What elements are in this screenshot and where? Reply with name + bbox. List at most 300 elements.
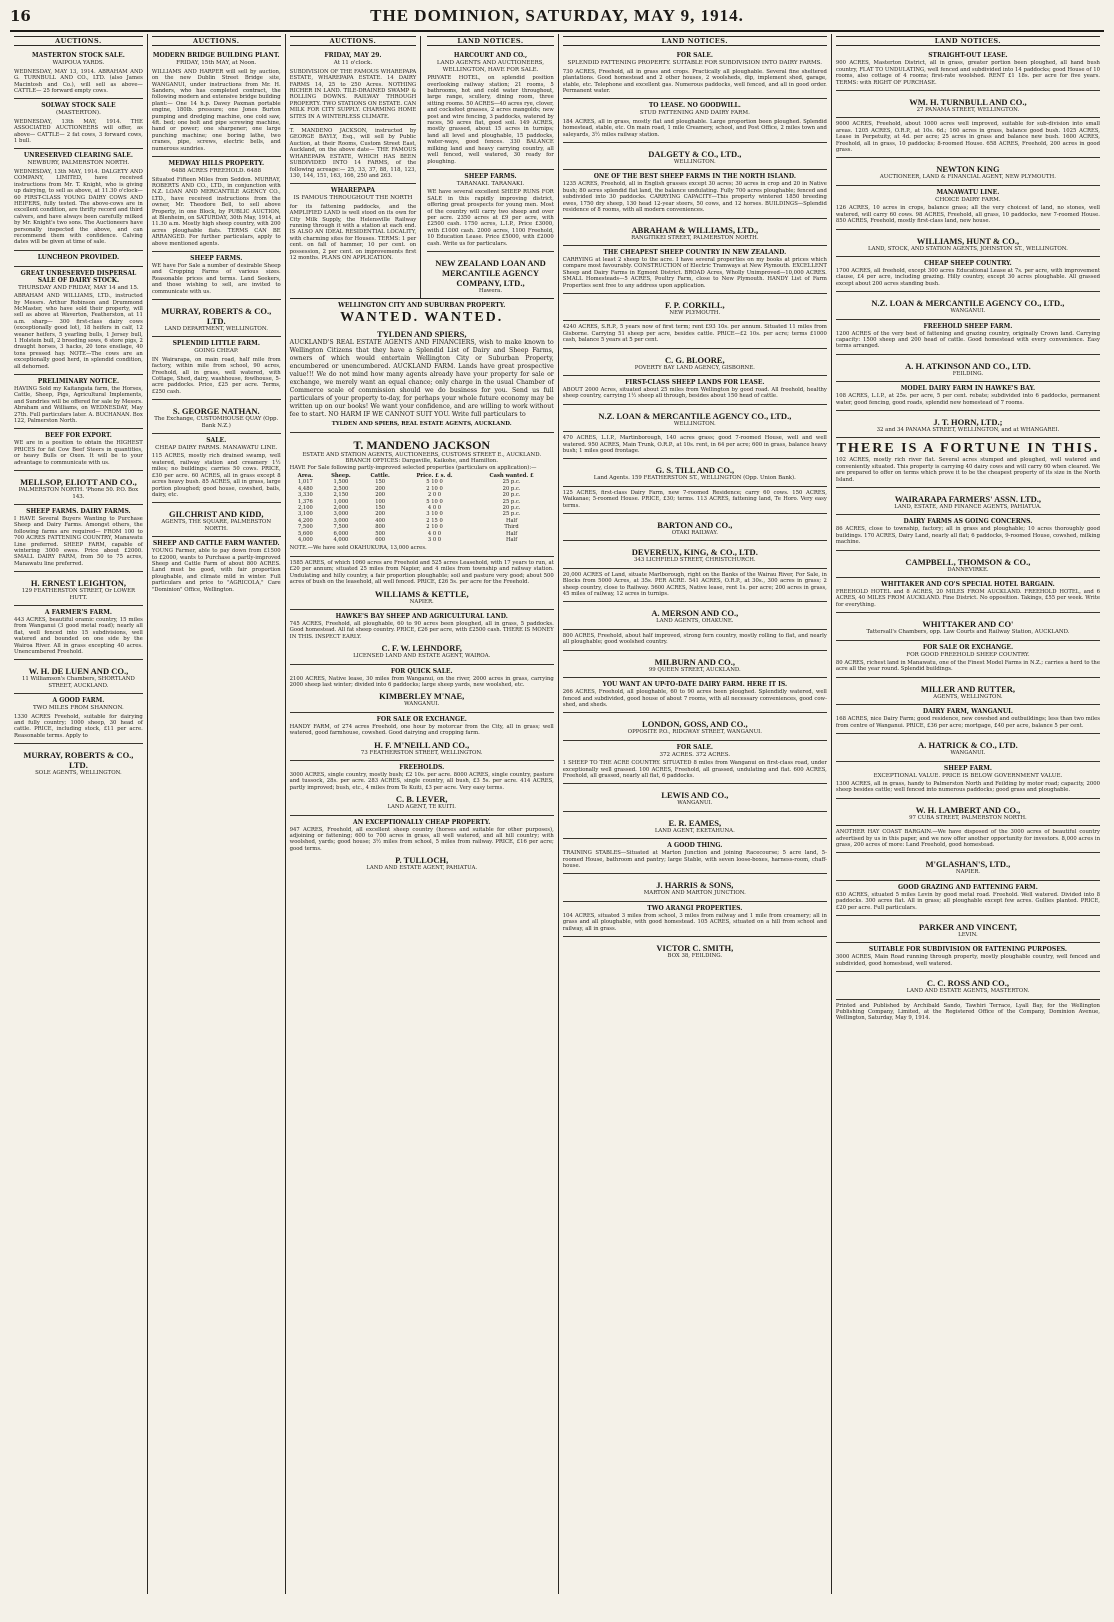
ad-text: 184 ACRES, all in grass, mostly flat and ploughable. Large proportion been ploughed. Splendid homestead, stable, etc. On main road, 1 mile Creamery, school, and Post Office, 2 miles town and saleyards, 3½ miles railway station. <box>562 118 827 138</box>
agent-name: WILLIAMS & KETTLE, <box>374 588 469 599</box>
classified-ad <box>836 438 1100 488</box>
classified-ad <box>14 660 143 694</box>
table-cell: 2,500 <box>333 485 349 492</box>
ad-heading: YOU WANT AN UP-TO-DATE DAIRY FARM. HERE IT IS. <box>602 681 788 689</box>
agent-name: WM. H. TURNBULL AND CO., <box>909 97 1027 108</box>
agent-name: MILBURN AND CO., <box>654 656 735 667</box>
column-wide-middle <box>286 34 559 1594</box>
ad-text: WEDNESDAY, 13th MAY, 1914. THE ASSOCIATED AUCTIONEERS will offer, as above— CATTLE— 2 fat cows, 3 forward cows, 1 bull. <box>14 118 143 145</box>
agent-address: FEILDING. <box>952 370 984 377</box>
table-cell: 200 <box>375 492 386 499</box>
ad-heading: ONE OF THE BEST SHEEP FARMS IN THE NORTH ISLAND. <box>593 173 796 181</box>
ad-subheading: 6488 ACRES FREEHOLD. 6488 <box>171 168 262 175</box>
classified-ad <box>290 125 417 184</box>
classified-ad <box>836 799 1100 826</box>
ad-heading: HARCOURT AND CO., <box>453 52 528 60</box>
ad-text: ABRAHAM AND WILLIAMS, LTD., instructed by Messrs. Arthur Robinson and Drummond McMaster, who have sold their property, will sell as above at Waverton, Featherston, at 11 a.m. sharp— 300 first-class dairy cows (exceptionally good lot), 18 heifers in calf, 12 weaner heifers, 5 yearling bulls, 1 Jersey bull, 1 Holstein bull, 2 breeding sows, 6 store pigs, 2 draught horses, 3 hacks, 20 tons ensilage, 40 tons pressed hay. NOTE—The cows are an exceptionally good herd, in splendid condition, all dehorned. <box>14 293 143 370</box>
ad-text: 3000 ACRES, single country, mostly bush; £2 10s. per acre. 8000 ACRES, single country, pasture and tussock, 28s. per acre. 283 ACRES, single country, all bush, £3 5s. per acre. 414 ACRES, partly improved; bush, etc., 4 miles from Te Kuiti, £3 per acre. Very easy terms. <box>289 771 554 791</box>
agent-address: 129 FEATHERSTON STREET, Or LOWER HUTT. <box>21 588 136 601</box>
ad-heading: TO LEASE. NO GOODWILL. <box>648 102 741 110</box>
table-cell: 3 10 0 <box>426 511 443 518</box>
agent-name: H. ERNEST LEIGHTON, <box>30 578 126 589</box>
classified-ad <box>836 853 1100 880</box>
ad-subheading: TWO MILES FROM SHANNON. <box>33 705 124 712</box>
ad-text: 1585 ACRES, of which 1060 acres are Freehold and 525 acres Leasehold, with 17 years to run, at £20 per annum; situated 25 miles from Napier, and 4 miles from township and railway station. Undulating and hilly country, a fair proportion ploughable; soil and pasture very good; about 500 acres of bush on the leasehold, all well fenced. PRICE, £26 5s. per acre for the Freehold. <box>289 559 554 586</box>
property-price-table <box>290 473 554 543</box>
table-cell: 600 <box>375 537 386 544</box>
ad-text: 730 ACRES, Freehold, all in grass and crops. Practically all ploughable. Several fine sheltered plantations. Good homestead and 2 other houses, 2 woolsheds, dip, implement shed, garage, stable, etc. Telephone and excellent gas. Numerous paddocks, well fenced, and all in good order. Permanent water. <box>562 68 827 95</box>
agent-address: PALMERSTON NORTH. 'Phone 50. P.O. Box 143. <box>18 487 139 500</box>
ad-text: 80 ACRES, richest land in Manawatu, one of the Finest Model Farms in N.Z.; carries a herd to the acre all the year round. Splendid buildings. <box>835 660 1100 673</box>
ad-text: I HAVE Several Buyers Wanting to Purchase Sheep and Dairy Farms. Amongst others, the following farms are required— FROM 100 to 700 ACRES FATTENING COUNTRY, Manawatu Line preferred. SHEEP FARM, capable of wintering 3000 ewes. Price about £2000. SMALL DAIRY FARM, from 50 to 75 acres, Manawatu line preferred. <box>14 515 143 567</box>
tylden-spiers-ad <box>290 299 554 432</box>
ad-heading: SALE. <box>206 437 227 445</box>
agent-name: E. R. EAMES, <box>668 817 722 828</box>
classified-ad <box>152 157 281 252</box>
mcnae-ad <box>290 665 554 713</box>
ad-subheading: 372 ACRES. 372 ACRES. <box>659 751 731 758</box>
ad-text: 20,000 ACRES of Land, situate Marlborough, right on the Banks of the Wairau River, For Sale, in Blocks from 5000 Acres, at 35s. PER ACRE. 541 ACRES, O.R.P., at 30s., 300 acres in grass; 2 sheep country, close to Railway. 5600 ACRES, Native lease, rent 1s. per acre; 200 acres in grass, 45 miles of railway, 12 acres in turnips. <box>562 571 827 598</box>
classified-ad <box>836 1000 1100 1026</box>
classified-ad <box>836 488 1100 515</box>
classified-ad <box>14 49 143 99</box>
ad-heading: MASTERTON STOCK SALE. <box>32 52 125 60</box>
ad-text: 1 SHEEP TO THE ACRE COUNTRY. SITUATED 8 miles from Wanganui on first-class road, under exceptionally well grassed. 100 ACRES, Freehold, all grassed, undulating and flat. 600 ACRES, Freehold, all grassed, nearly all flat, 6 paddocks. <box>562 760 827 779</box>
ad-heading: GREAT UNRESERVED DISPERSAL SALE OF DAIRY STOCK. <box>20 269 137 284</box>
ad-text: 3000 ACRES, Main Road running through property, mostly ploughable country, well fenced and subdivided, good homestead, well watered. <box>835 954 1100 967</box>
ad-subheading: FOR GOOD FREEHOLD SHEEP COUNTRY. <box>906 651 1030 658</box>
classified-ad <box>563 937 827 963</box>
agent-name: G. S. TILL AND CO., <box>655 465 735 476</box>
classified-ad <box>836 578 1100 613</box>
classified-ad <box>563 741 827 785</box>
table-cell: 2 10 0 <box>426 524 443 531</box>
classified-ad <box>836 355 1100 382</box>
table-cell: 4 0 0 <box>427 530 442 537</box>
classified-ad <box>836 91 1100 118</box>
ad-text: 470 ACRES, L.I.P., Martinborough, 140 acres grass; good 7-roomed House, well and well watered. 950 ACRES, Main Trunk, O.R.P., at 10s. rent, in 64 per acre; 600 in grass, balance heavy bush; 1 miles good frontage. <box>562 435 827 454</box>
table-cell: Half <box>505 537 518 544</box>
table-cell: 25 p.c. <box>502 479 521 486</box>
ad-heading: LUNCHEON PROVIDED. <box>37 253 120 261</box>
agent-address: 27 PANAMA STREET, WELLINGTON. <box>916 107 1020 114</box>
classified-ad <box>152 400 281 434</box>
classified-ad <box>836 230 1100 257</box>
ad-text: 1300 ACRES, all in grass, handy to Palmerston North and Feilding by motor road; capacity, 2000 sheep besides cattle; well fenced into numerous paddocks; good grass and ploughable. <box>835 780 1100 794</box>
classified-ad <box>836 972 1100 999</box>
classified-ad <box>563 541 827 568</box>
ad-text: PRIVATE HOTEL, on splendid position overlooking railway station; 21 rooms, 5 bathrooms, hot and cold water throughout, large range, scullery, dining room, three sitting rooms. 50 ACRES—40 acres rye, clover, and cocksfoot grasses, 2 acres mangolds; new post and wire fencing, 3 paddocks, watered by races, 50 acres flat, good soil. 149 ACRES, mostly grassed, about 15 acres in turnips; land all level and ploughable, 15 paddocks, water-ways, good fences. 330 BALANCE milking land and heavy carrying country, all well fenced, well watered, 30 ready for ploughing. <box>427 75 554 165</box>
classified-ad <box>152 300 281 337</box>
ad-banner: WANTED. WANTED. <box>340 310 504 326</box>
ad-heading: FREEHOLD SHEEP FARM. <box>923 322 1013 330</box>
ad-heading: SOLWAY STOCK SALE <box>41 102 116 110</box>
table-cell: 1,376 <box>297 498 313 505</box>
classified-ad <box>563 713 827 740</box>
ad-text: WE have several excellent SHEEP RUNS FOR SALE in this rapidly improving district, offering great prospects for young men. Most of the country will carry two sheep and over per acre. 2350 acres at £9 per acre, with £2500 cash. 1750 acres, L.I.P., Price £3000, with £1000 cash. 2000 acres, 1100 Freehold, 10 Education Lease. Price £5000, with £2000 cash. Write us for particulars. <box>427 189 554 247</box>
classified-ad <box>836 292 1100 319</box>
ad-heading: FIRST-CLASS SHEEP LANDS FOR LEASE. <box>625 378 765 386</box>
agent-name: MILLER AND RUTTER, <box>920 683 1016 694</box>
classified-ad <box>152 252 281 300</box>
agent-name: GILCHRIST AND KIDD, <box>168 509 264 520</box>
agent-address: WANGANUI. <box>677 800 713 807</box>
agent-name: WHITTAKER AND CO' <box>922 619 1014 630</box>
agent-address: AGENTS, WELLINGTON. <box>933 693 1003 700</box>
ad-text: 9000 ACRES, Freehold, about 1000 acres well improved, suitable for sub-division into small areas. 1205 ACRES, O.R.P., at 10s. 6d.; 160 acres in grass, balance good bush. 1025 ACRES, Lease in Perpetuity, at 4d. per acre; 25 acres in grass and balance new bush. 1600 ACRES, Freehold, all in grass, 10 paddocks; 8-roomed House. 658 ACRES, Freehold, 200 acres in good grass. <box>835 121 1100 154</box>
tulloch-ad <box>290 816 554 876</box>
agent-address: WANGANUI. <box>404 701 440 708</box>
agent-address: NAPIER. <box>409 598 434 605</box>
section-heading: LAND NOTICES. <box>836 36 1100 46</box>
classified-ad <box>14 606 143 660</box>
ad-heading: A FARMER'S FARM. <box>44 608 112 616</box>
ad-subheading: WAIPOUA YARDS. <box>52 60 105 67</box>
classified-ad <box>290 184 417 265</box>
table-header: Area. <box>297 473 314 479</box>
table-cell: 2 10 0 <box>426 485 443 492</box>
lever-ad <box>290 761 554 816</box>
classified-ad <box>14 572 143 606</box>
ad-heading: SUITABLE FOR SUBDIVISION OR FATTENING PURPOSES. <box>868 946 1067 954</box>
ad-text: TRAINING STABLES—Situated at Marton Junction and joining Racecourse; 5 acre land, 5-roomed House, bathroom and pantry; large Stable, with seven loose-boxes, harness-room, chaff-house. <box>562 850 827 869</box>
agent-address: NAPIER. <box>955 869 980 876</box>
agent-address: LAND, ESTATE, AND FINANCE AGENTS, PAHIATUA. <box>894 504 1042 510</box>
table-cell: 3,000 <box>333 517 349 524</box>
agent-address: OPPOSITE P.O., RIDGWAY STREET, WANGANUI. <box>627 729 762 736</box>
ad-text: Situated Fifteen Miles from Seddon. MURRAY, ROBERTS AND CO., LTD., in conjunction with N.Z. LOAN AND MERCANTILE AGENCY CO., LTD., have received instructions from the owner, Mr. Theodore Bell, to sell above Property, in one Block, by PUBLIC AUCTION, at Blenheim, on SATURDAY, 30th May, 1914, at 11.30 a.m. Mostly high sheep country, with 200 acres ploughable flats. TERMS CAN BE ARRANGED. For further particulars, apply to above mentioned agents. <box>151 176 281 247</box>
agent-address: LAND AND ESTATE AGENTS, MASTERTON. <box>906 988 1030 995</box>
classified-ad <box>563 839 827 874</box>
ad-heading: SHEEP FARM. <box>943 764 992 772</box>
ad-subheading: SPLENDID FATTENING PROPERTY. SUITABLE FOR SUBDIVISION INTO DAIRY FARMS. <box>567 60 823 67</box>
table-cell: 2,150 <box>333 492 349 499</box>
table-cell: Third <box>504 524 519 531</box>
agent-name: C. F. W. LEHNDORF, <box>381 643 462 654</box>
agent-name: NEWTON KING <box>936 164 1000 175</box>
agent-name: W. H. DE LUEN AND CO., <box>28 666 129 677</box>
agent-address: 343 LICHFIELD STREET, CHRISTCHURCH. <box>633 557 756 564</box>
section-heading: AUCTIONS. <box>14 36 143 46</box>
classified-ad <box>563 784 827 811</box>
classified-ad <box>152 49 281 157</box>
agent-name: C. G. BLOORE, <box>664 354 725 365</box>
classified-ad <box>563 405 827 432</box>
mandeno-jackson-ad <box>290 433 554 557</box>
agent-name: S. GEORGE NATHAN. <box>172 406 260 417</box>
ad-text: HAVING Sold my Kaitangata farm, the Horses, Cattle, Sheep, Pigs, Agricultural Implements, and Sundries will be offered for sale by Messrs. Abraham and Williams, on WEDNESDAY, May 27th. Full particulars later. A. BUCHANAN. Box 122, Palmerston North. <box>14 386 143 425</box>
ad-subheading: CHOICE DAIRY FARM. <box>935 196 1001 203</box>
column-6 <box>832 34 1104 1594</box>
classified-ad <box>563 459 827 486</box>
section-heading: AUCTIONS. <box>290 36 417 46</box>
classified-ad <box>14 471 143 505</box>
agent-address: WANGANUI. <box>950 308 986 315</box>
agent-address: BOX 38, FEILDING. <box>667 953 723 959</box>
agent-name: N.Z. LOAN & MERCANTILE AGENCY CO., LTD., <box>871 298 1065 309</box>
ad-heading: CHEAP SHEEP COUNTRY. <box>924 259 1012 267</box>
classified-ad <box>563 376 827 405</box>
classified-ad <box>152 434 281 503</box>
ad-text: 947 ACRES, Freehold, all excellent sheep country (horses and suitable for other purposes), adjoining or fattening; 600 to 700 acres in grass, all well watered, and all hill country; with woolshed, yards; good house; 3½ miles from school, 5 miles from railway. PRICE, £16 per acre; good terms. <box>289 826 554 852</box>
agent-address: LEVIN. <box>958 931 978 938</box>
ad-text: 266 ACRES, Freehold, all ploughable, 60 to 90 acres been ploughed. Splendidly watered, well fenced and subdivided, good house of about 7 rooms, with all necessary conveniences, good cow-shed, and sheds. <box>562 689 827 708</box>
classified-ad <box>563 170 827 218</box>
table-cell: 2,100 <box>297 505 313 512</box>
ad-text: CARRYING at least 2 sheep to the acre. I have several properties on my books at prices which compare most favourably. CONSTRUCTION of Electric Tramways at New Plymouth. EXCELLENT Sheep and Dairy Farms in Egmont District. BROAD Acres, Wholly Unimproved—10,000 ACRES. SMALL Homesteads—5 ACRES, Poultry Farm, close to New Plymouth. HANDY List of Farm Properties sent free to any address upon application. <box>562 256 827 289</box>
agent-name: T. MANDENO JACKSON <box>353 437 491 452</box>
ad-heading: SPLENDID LITTLE FARM. <box>172 340 260 348</box>
ad-text: 4240 ACRES, S.R.P., 5 years now of first term; rent £93 10s. per annum. Situated 11 miles from Gisborne. Carrying 51 sheep per acre, besides cattle. PRICE—£2 10s. per acre; terms £1000 cash, balance 5 years at 5 per cent. <box>562 324 827 344</box>
agent-name: J. T. HORN, LTD.; <box>933 416 1003 427</box>
table-cell: 3,100 <box>297 511 313 518</box>
ad-heading: FOR SALE. <box>676 52 714 60</box>
agent-address: WANGANUI. <box>950 750 986 757</box>
ad-heading: MODERN BRIDGE BUILDING PLANT. <box>152 52 280 60</box>
agent-name: KIMBERLEY M'NAE, <box>379 691 465 702</box>
ad-subheading: STUD FATTENING AND DAIRY FARM. <box>639 110 750 117</box>
table-row <box>290 537 554 543</box>
table-cell: 800 <box>375 524 386 531</box>
table-cell: 1,017 <box>297 479 313 486</box>
ad-heading: A GOOD FARM. <box>52 697 105 705</box>
table-cell: 2,000 <box>333 505 349 512</box>
ad-text: WEDNESDAY, 13th MAY, 1914. DALGETY AND COMPANY, LIMITED, have received instructions from Mr. T. Knight, who is giving up dairying, to sell as above, at 11.30 o'clock— 60 FIRST-CLASS YOUNG DAIRY COWS AND HEIFERS, fully tested. The above-cows are in excellent condition, are thrifty record and third calvers, and have always been carefully milked by Mr. Knight's two sons. The Auctioneers have personally inspected the above, and can recommend them with confidence. Calving dates will be given at time of sale. <box>14 168 143 246</box>
agent-address: MARTON AND MARTON JUNCTION. <box>643 890 746 897</box>
classified-ad <box>14 149 143 250</box>
classified-ad <box>836 515 1100 550</box>
agent-name: CAMPBELL, THOMSON & CO., <box>905 556 1031 567</box>
classified-ad <box>427 49 554 170</box>
table-cell: 100 <box>375 498 386 505</box>
agent-name: VICTOR C. SMITH, <box>656 943 734 953</box>
ad-heading: FOR SALE OR EXCHANGE. <box>922 643 1014 651</box>
classified-ad <box>836 118 1100 158</box>
ad-heading: WELLINGTON CITY AND SUBURBAN PROPERTY. <box>338 302 506 310</box>
classified-ad <box>836 762 1100 799</box>
classified-ad <box>427 170 554 252</box>
classified-ad <box>563 99 827 143</box>
ad-heading: TWO ARANGI PROPERTIES. <box>647 904 743 912</box>
ad-text: 900 ACRES, Masterton District, all in grass, greater portion been ploughed, all hand bush country, FLAT TO UNDULATING, well fenced and subdivided into 14 paddocks; good House of 10 rooms, also cottage of 4 rooms; first-rate woolshed. RENT £1 18s. per acre for five years. TERMS: with RIGHT OF PURCHASE. <box>835 60 1100 86</box>
ad-heading: SHEEP AND CATTLE FARM WANTED. <box>152 540 280 548</box>
ad-text: WEDNESDAY, MAY 13, 1914. ABRAHAM AND G. TURNBULL AND CO., LTD. (also James Macintosh and Co.), will sell as above— CATTLE— 25 forward empty cows. <box>14 68 143 95</box>
ad-text: AUCKLAND'S REAL ESTATE AGENTS AND FINANCIERS, wish to make known to Wellington Citizens that they have a Splendid List of Dairy and Sheep Farms, owners of which would entertain Wellington City or Suburban Property, encumbered or unencumbered. AUCKLAND FARM. Lands have great prospective value!!! We do not mind how many agents already have your property for sale or exchange, we merely want an equal chance; only charge in the usual Chamber of Commerce scale of commission should we do business for you. Send us full particulars of your property to-day, for perhaps your whole future economy may be written up on our books! We want your confidence, and are willing to work without fee to start. NO HARM IF WE CANNOT SUIT YOU. Write full particulars to <box>289 339 554 419</box>
agent-address: LAND AND ESTATE AGENT, PAHIATUA. <box>366 865 478 872</box>
table-cell: 20 p.c. <box>502 485 521 492</box>
ad-text: WILLIAMS AND HARPER will sell by auction, on the new Dublin Street Bridge site, WANGANUI, under instructions from Mr. H. Sanders, who has completed contract, the following modern and extensive bridge building plant:— One 14 h.p. Davey Paxman portable engine, 180lb. pressure; one Jones Burton pumping and dredging machine, one cold saw, 4ft. bed; one bolt and pipe screwing machine, hand or power; one sharpener; one large punching machine; one boring lathe, two cranes, pipe, screws, electric bells, and numerous sundries. <box>151 68 281 152</box>
table-cell: 5,600 <box>297 530 313 537</box>
williams-kettle-ad <box>290 557 554 610</box>
agent-address: DANNEVIRKE. <box>947 566 989 573</box>
classified-ad <box>563 294 827 321</box>
agent-address: The Exchange, CUSTOMHOUSE QUAY (Opp. Bank N.Z.) <box>154 416 279 429</box>
ad-text: ABOUT 2000 Acres, situated about 25 miles from Wellington by good road. All freehold, healthy sheep country, carrying 1½ sheep all through, besides about 150 head of cattle. <box>562 386 827 400</box>
agent-address: LAND DEPARTMENT, WELLINGTON. <box>164 326 268 332</box>
ad-heading: SHEEP FARMS. <box>190 254 243 262</box>
agent-address: AGENTS, THE SQUARE, PALMERSTON NORTH. <box>161 519 272 532</box>
agent-address: Tattersall's Chambers, opp. Law Courts and Railway Station, AUCKLAND. <box>866 629 1070 636</box>
agent-name: A. H. ATKINSON AND CO., LTD. <box>905 360 1031 371</box>
mcneill-ad <box>290 713 554 761</box>
table-cell: 7,500 <box>297 524 313 531</box>
agent-name: MELLSOP, ELIOTT AND CO., <box>20 477 137 488</box>
table-cell: 4,480 <box>297 485 313 492</box>
classified-ad <box>563 246 827 294</box>
table-cell: 3,330 <box>297 492 313 499</box>
classified-ad <box>14 694 143 744</box>
classified-ad <box>563 569 827 603</box>
ad-text: 1330 ACRES Freehold, suitable for dairying and fully country; 1000 sheep, 30 head of cattle. PRICE, including stock, £11 per acre. Reasonable terms. Apply to <box>14 713 143 739</box>
ad-text: ANOTHER HAY COAST BARGAIN.—We have disposed of the 3000 acres of beautiful country advertised by us in this paper, and we now offer another opportunity for investors. 8,000 acres in grass, 200 acres of more: Land Freehold, good homestead. <box>835 829 1100 848</box>
classified-ad <box>14 99 143 149</box>
branch-offices: BRANCH OFFICES: Dargaville, Kaikohe, and Hamilton. <box>345 458 498 465</box>
agent-address: OTAKI RAILWAY. <box>671 530 718 537</box>
agent-name: DEVEREUX, KING, & CO., LTD. <box>631 547 758 558</box>
table-cell: 4,000 <box>333 537 349 544</box>
ad-heading: AN EXCEPTIONALLY CHEAP PROPERTY. <box>353 818 491 826</box>
classified-ad <box>563 874 827 901</box>
ad-subheading: GOING CHEAP. <box>194 348 239 355</box>
ad-subheading: THURSDAY AND FRIDAY, MAY 14 and 15. <box>18 284 139 291</box>
table-header: Sheep. <box>331 473 351 479</box>
classified-ad <box>152 337 281 400</box>
classified-ad <box>563 651 827 678</box>
classified-ad <box>563 49 827 99</box>
classified-ad <box>14 267 143 375</box>
classified-ad <box>563 321 827 348</box>
agent-address: WELLINGTON. <box>673 159 716 166</box>
classified-ad <box>836 705 1100 734</box>
ad-subheading: IS FAMOUS THROUGHOUT THE NORTH <box>293 195 413 202</box>
table-cell: 150 <box>375 505 386 512</box>
classified-ad <box>836 678 1100 705</box>
classified-ad <box>14 505 143 572</box>
table-cell: 2 15 0 <box>426 517 443 524</box>
ad-text: Printed and Published by Archibald Sando, Tawhiri Terrace, Lyall Bay, for the Wellington Publishing Company, Limited, at the Registered Office of the Company, Dominion Avenue, Wellington, Saturday, May 9, 1914. <box>835 1002 1100 1022</box>
agent-name: W. H. LAMBERT AND CO., <box>915 804 1021 815</box>
classified-ad <box>152 503 281 537</box>
classified-ad <box>563 678 827 713</box>
ad-heading: UNRESERVED CLEARING SALE. <box>23 152 133 160</box>
classified-ad <box>836 158 1100 185</box>
ad-heading: GOOD GRAZING AND FATTENING FARM. <box>898 883 1038 891</box>
classified-ad <box>563 349 827 376</box>
newspaper-title: THE DOMINION, SATURDAY, MAY 9, 1914. <box>370 6 744 25</box>
agent-name: PARKER AND VINCENT, <box>918 921 1017 932</box>
agent-name: LONDON, GOSS, AND CO., <box>642 719 748 730</box>
table-cell: 4,200 <box>297 517 313 524</box>
ad-heading: HAWKE'S BAY SHEEP AND AGRICULTURAL LAND. <box>335 612 508 620</box>
agent-name: C. B. LEVER, <box>395 794 448 805</box>
ad-text: 86 ACRES, close to township, factory; all in grass and ploughable; 10 acres thoroughly good buildings. 170 ACRES, Dairy Land, nearly all flat; 6 paddocks, 9-roomed House, cowshed, milking machine. <box>835 526 1100 546</box>
table-cell: 6,000 <box>333 530 349 537</box>
ad-text: 2100 ACRES, Native lease, 30 miles from Wanganui, on the river, 2000 acres in grass, carrying 2000 sheep last winter; divided into 6 paddocks; large sheep yards, new woolshed, etc. <box>289 675 554 688</box>
agent-address: SOLE AGENTS, WELLINGTON. <box>35 770 122 777</box>
column-2 <box>148 34 286 1594</box>
lehndorf-ad <box>290 610 554 665</box>
classified-ad <box>836 826 1100 853</box>
ad-heading: FREEHOLDS. <box>399 763 445 771</box>
column-5 <box>559 34 832 1594</box>
table-cell: 25 p.c. <box>502 511 521 518</box>
classified-ad <box>563 602 827 629</box>
classified-ad <box>563 143 827 170</box>
classified-ad <box>14 375 143 429</box>
agent-address: NEW PLYMOUTH. <box>669 309 721 316</box>
ad-text: WE have For Sale a number of desirable Sheep and Cropping Farms of various sizes. Reasonable prices and terms. Land Seekers, and those wishing to sell, are invited to communicate with us. <box>151 262 281 295</box>
ad-text: 443 ACRES, beautiful oramic country, 15 miles from Wanganui (3 good metal road); nearly all flat, well fenced into 15 subdivisions, well watered and bounded on one side by the Wairoa River. All in grass excepting 40 acres. Unencumbered Freehold. <box>14 616 143 655</box>
ad-heading: FOR SALE OR EXCHANGE. <box>376 715 467 723</box>
agent-name: WILLIAMS, HUNT & CO., <box>916 235 1020 246</box>
page-number: 16 <box>10 7 31 25</box>
ad-text: 168 ACRES, nice Dairy Farm; good residence, new cowshed and outbuildings; less than two miles from centre of Wanganui. PRICE, £36 per acre; mortgage, £40 per acre, balance 5 per cent. <box>835 716 1100 729</box>
agent-name: N.Z. LOAN & MERCANTILE AGENCY CO., LTD., <box>598 410 792 421</box>
ad-heading: WHITTAKER AND CO'S SPECIAL HOTEL BARGAIN. <box>881 581 1055 589</box>
table-header: Cattle. <box>370 473 390 479</box>
table-cell: 4,000 <box>297 537 313 544</box>
classified-ad <box>563 514 827 541</box>
ad-heading: WHAREPAPA <box>330 187 375 195</box>
ad-subheading: FRIDAY, 15th MAY, at Noon. <box>176 60 257 67</box>
agent-name: TYLDEN AND SPIERS, <box>376 329 467 340</box>
masthead <box>10 6 1104 32</box>
classified-ad <box>836 881 1100 916</box>
agent-address: POVERTY BAY LAND AGENCY, GISBORNE. <box>634 364 755 371</box>
ad-text: IN Wairarapa, on main road, half mile from factory, within mile from school, 90 acres, Freehold, all in grass, well watered, with Cottage, Shed, dairy, washhouse, fowlhouse, 5-acre paddocks. Price, £25 per acre. Terms, £250 cash. <box>151 356 281 395</box>
ad-subheading: At 11 o'clock. <box>333 60 373 67</box>
ad-heading: STRAIGHT-OUT LEASE. <box>928 52 1008 60</box>
agent-address: Hawera. <box>478 287 503 294</box>
classified-ad <box>152 537 281 597</box>
agent-address: WELLINGTON. <box>673 420 716 427</box>
table-cell: 20 p.c. <box>502 492 521 499</box>
ad-text: 108 ACRES, L.I.P., at 25s. per acre, 5 per cent. rebate; subdivided into 6 paddocks, permanent water, good fencing, good roads, splendid new homestead of 7 rooms. <box>835 393 1100 406</box>
section-heading: AUCTIONS. <box>152 36 281 46</box>
classified-ad <box>836 382 1100 411</box>
ad-text: FREEHOLD HOTEL and 8 ACRES, 20 MILES FROM AUCKLAND. FREEHOLD HOTEL, and 6 ACRES, 40 MILES FROM AUCKLAND. Fine District. No opposition. Takings, £55 per week. Write for everything. <box>835 589 1100 608</box>
agent-name: WAIRARAPA FARMERS' ASSN. LTD., <box>894 494 1042 504</box>
table-cell: 3 0 0 <box>427 537 442 544</box>
agent-address: ESTATE AND STATION AGENTS, AUCTIONEERS, CUSTOMS STREET E., AUCKLAND. <box>302 451 542 458</box>
ad-heading: DAIRY FARM, WANGANUI. <box>922 708 1013 716</box>
table-cell: 20 p.c. <box>502 505 521 512</box>
classified-ad <box>563 432 827 459</box>
agent-name: MURRAY, ROBERTS & CO., LTD. <box>161 306 272 326</box>
classified-ad <box>290 49 417 125</box>
ad-subheading: LAND AGENTS AND AUCTIONEERS, WELLINGTON, HAVE FOR SALE. <box>436 60 545 73</box>
classified-ad <box>427 252 554 298</box>
table-cell: 1,500 <box>333 479 349 486</box>
ad-text: 745 ACRES, Freehold, all ploughable, 60 to 90 acres been ploughed, all in grass, 5 paddocks. Good homestead. All fat sheep country. PRICE, £26 per acre, with £2500 cash. THERE IS MONEY IN THIS. INSPECT EARLY. <box>289 620 554 640</box>
classified-ad <box>836 411 1100 438</box>
classified-ad <box>563 487 827 514</box>
classified-ad <box>836 734 1100 761</box>
ad-text: YOUNG Farmer, able to pay down from £1500 to £2000, wants to Purchase a partly-improved Sheep and Cattle Farm of about 800 ACRES. Land must be good, with fair proportion ploughable, and climate mild in winter. Full particulars and price to "AGRICOLA," Care "Dominion" Office, Wellington. <box>151 548 281 593</box>
agent-name: F. P. CORKILL, <box>665 299 725 310</box>
table-cell: 200 <box>375 485 386 492</box>
agent-name: H. F. M'NEILL AND CO., <box>374 739 470 750</box>
ad-text: 630 ACRES, situated 5 miles Levin by good metal road. Freehold. Well watered. Divided into 8 paddocks. 300 acres flat. All in grass; all ploughable except few acres. Gullies planted. PRICE, £20 per acre. Full particulars. <box>835 891 1100 911</box>
table-cell: 200 <box>375 511 386 518</box>
agent-name: BARTON AND CO., <box>657 520 733 531</box>
ad-text: 115 ACRES, mostly rich drained swamp, well watered, railway station and creamery 1½ miles; no buildings; carries 50 cows. PRICE, £30 per acre. 60 ACRES, all in grass except 8 acres heavy bush. 85 ACRES, all in grass, large portion ploughed; good house, cowshed, bails, dairy, etc. <box>151 453 281 498</box>
table-cell: 25 p.c. <box>502 498 521 505</box>
ad-signature: TYLDEN AND SPIERS, REAL ESTATE AGENTS, AUCKLAND. <box>331 421 512 428</box>
ad-heading: FRIDAY, MAY 29. <box>324 52 382 60</box>
agent-name: J. HARRIS & SONS, <box>656 880 734 891</box>
ad-subheading: CHEAP DAIRY FARMS. MANAWATU LINE. <box>155 445 278 452</box>
